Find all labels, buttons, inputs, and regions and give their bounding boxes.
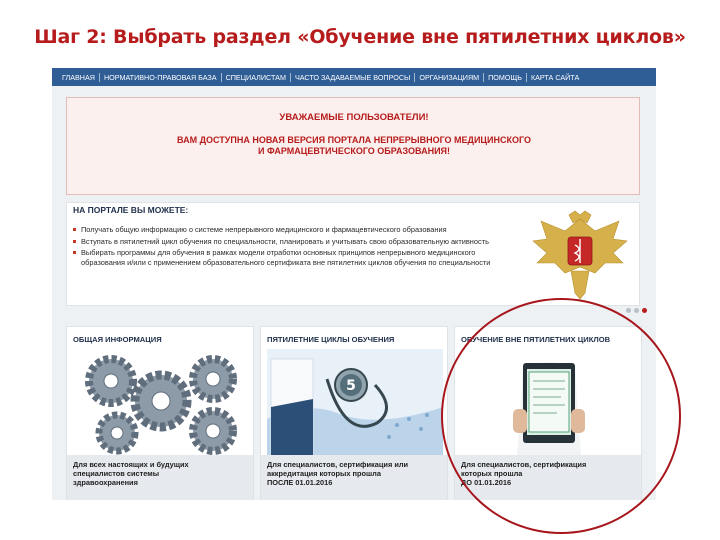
info-bullet: Получать общую информацию о системе непрерывного медицинского и фармацевтического образования xyxy=(73,225,521,235)
info-heading: НА ПОРТАЛЕ ВЫ МОЖЕТЕ: xyxy=(73,205,189,215)
info-bullet: Выбирать программы для обучения в рамках модели отработки основных принципов непрерывного медицинского образования и/или с применением образовательного сертификата вне пятилетних циклов обучения по специальности xyxy=(73,248,521,267)
slider-dots xyxy=(626,308,647,313)
slider-dot[interactable] xyxy=(626,308,631,313)
nav-item-faq[interactable]: ЧАСТО ЗАДАВАЕМЫЕ ВОПРОСЫ xyxy=(294,72,411,82)
card-badge: 5 xyxy=(346,378,356,394)
card-five-year-cycles[interactable] xyxy=(260,326,448,500)
card-title: ОБЩАЯ ИНФОРМАЦИЯ xyxy=(73,335,162,344)
nav-item-organizations[interactable]: ОРГАНИЗАЦИЯМ xyxy=(419,72,480,82)
card-footer xyxy=(67,455,253,500)
nav-item-help[interactable]: ПОМОЩЬ xyxy=(488,72,522,82)
card-general-info[interactable] xyxy=(66,326,254,500)
slider-dot-active[interactable] xyxy=(642,308,647,313)
card-description: Для всех настоящих и будущих специалистов системы здравоохранения xyxy=(73,460,189,488)
notice-heading: УВАЖАЕМЫЕ ПОЛЬЗОВАТЕЛИ! xyxy=(279,112,429,123)
card-footer xyxy=(261,455,447,500)
slide-title: Шаг 2: Выбрать раздел «Обучение вне пятилетних циклов» xyxy=(34,26,686,48)
highlight-circle xyxy=(441,298,681,534)
info-bullet: Вступать в пятилетний цикл обучения по специальности, планировать и учитывать свою образовательную активность xyxy=(73,237,521,247)
emblem-icon xyxy=(525,209,635,301)
slider-dot[interactable] xyxy=(634,308,639,313)
notice-banner xyxy=(66,97,640,195)
card-description: Для специалистов, сертификация или аккредитация которых прошла ПОСЛЕ 01.01.2016 xyxy=(267,460,409,488)
card-title: ОБУЧЕНИЕ ВНЕ ПЯТИЛЕТНИХ ЦИКЛОВ xyxy=(461,335,611,344)
notice-text: ВАМ ДОСТУПНА НОВАЯ ВЕРСИЯ ПОРТАЛА НЕПРЕРЫВНОГО МЕДИЦИНСКОГО И ФАРМАЦЕВТИЧЕСКОГО ОБРАЗОВАНИЯ! xyxy=(177,135,531,156)
info-panel xyxy=(66,202,640,306)
info-list xyxy=(73,225,521,269)
top-nav xyxy=(52,68,656,86)
gears-icon xyxy=(73,349,249,455)
nav-item-home[interactable]: ГЛАВНАЯ xyxy=(62,72,95,82)
nav-item-specialists[interactable]: СПЕЦИАЛИСТАМ xyxy=(225,72,286,82)
nav-item-sitemap[interactable]: КАРТА САЙТА xyxy=(530,72,580,82)
card-title: ПЯТИЛЕТНИЕ ЦИКЛЫ ОБУЧЕНИЯ xyxy=(267,335,395,344)
nav-item-legal-base[interactable]: НОРМАТИВНО-ПРАВОВАЯ БАЗА xyxy=(103,72,217,82)
stethoscope-icon xyxy=(267,349,443,455)
card-description: Для специалистов, сертификация которых прошла ДО 01.01.2016 xyxy=(461,460,587,488)
